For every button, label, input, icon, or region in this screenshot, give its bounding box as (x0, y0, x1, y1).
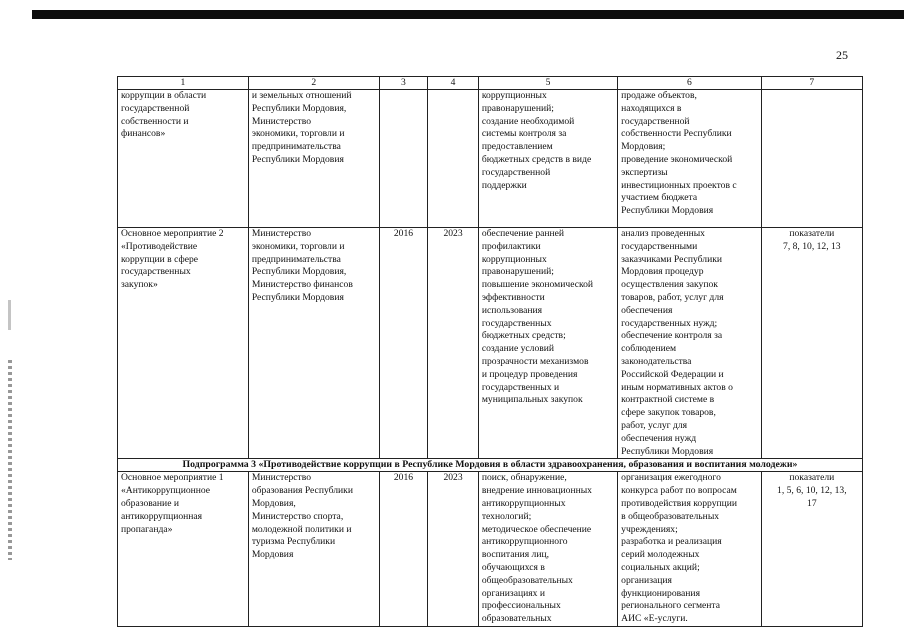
main-directions-cell: организация ежегодного конкурса работ по вопросам противодействия коррупции в общеобразовательных учреждениях; разработка и реализация серий молодежных социальных акций; организация функционирования регионального сегмента АИС «Е-услуги. (618, 472, 762, 627)
indicators-cell: показатели 7, 8, 10, 12, 13 (761, 228, 862, 459)
start-year-cell (379, 90, 428, 228)
expected-result-cell: поиск, обнаружение, внедрение инновационных антикоррупционных технологий; методическое обеспечение антикоррупционного воспитания лиц, обучающихся в общеобразовательных организациях и профессиональных образовательных (478, 472, 617, 627)
end-year-cell: 2023 (428, 228, 479, 459)
start-year-cell: 2016 (379, 228, 428, 459)
page-number: 25 (836, 48, 848, 62)
measure-name-cell: Основное мероприятие 2 «Противодействие коррупции в сфере государственных закупок» (118, 228, 249, 459)
end-year-cell: 2023 (428, 472, 479, 627)
scan-binding-mark (8, 300, 11, 330)
table-row (118, 472, 863, 627)
header-cell: 7 (761, 77, 862, 90)
header-cell: 3 (379, 77, 428, 90)
measure-name-cell: коррупции в области государственной собственности и финансов» (118, 90, 249, 228)
executor-cell: и земельных отношений Республики Мордовия, Министерство экономики, торговли и предпринимательства Республики Мордовия (248, 90, 379, 228)
main-directions-cell: продаже объектов, находящихся в государственной собственности Республики Мордовия; проведение экономической экспертизы инвестиционных проектов с участием бюджета Республики Мордовия (618, 90, 762, 228)
subprogram-row (118, 459, 863, 472)
header-cell: 4 (428, 77, 479, 90)
start-year-cell: 2016 (379, 472, 428, 627)
measure-name-cell: Основное мероприятие 1 «Антикоррупционное образование и антикоррупционная пропаганда» (118, 472, 249, 627)
executor-cell: Министерство экономики, торговли и предпринимательства Республики Мордовия, Министерство финансов Республики Мордовия (248, 228, 379, 459)
expected-result-cell: коррупционных правонарушений; создание необходимой системы контроля за предоставлением бюджетных средств в виде государственной поддержки (478, 90, 617, 228)
header-cell: 5 (478, 77, 617, 90)
subprogram-title: Подпрограмма 3 «Противодействие коррупции в Республике Мордовия в области здравоохранения, образования и воспитания молодежи» (118, 459, 863, 472)
header-cell: 1 (118, 77, 249, 90)
table-row (118, 90, 863, 228)
table-header-row (118, 77, 863, 90)
measures-table (117, 76, 863, 627)
header-cell: 6 (618, 77, 762, 90)
scan-binding-marks (8, 360, 12, 560)
header-cell: 2 (248, 77, 379, 90)
table-row (118, 228, 863, 459)
indicators-cell (761, 90, 862, 228)
executor-cell: Министерство образования Республики Мордовия, Министерство спорта, молодежной политики и туризма Республики Мордовия (248, 472, 379, 627)
top-scan-border (32, 10, 904, 19)
indicators-cell: показатели 1, 5, 6, 10, 12, 13, 17 (761, 472, 862, 627)
end-year-cell (428, 90, 479, 228)
main-directions-cell: анализ проведенных государственными заказчиками Республики Мордовия процедур осуществления закупок товаров, работ, услуг для обеспечения государственных нужд; обеспечение контроля за соблюдением законодательства Российской Федерации и иным нормативных актов о контрактной системе в сфере закупок товаров, работ, услуг для обеспечения нужд Республики Мордовия (618, 228, 762, 459)
expected-result-cell: обеспечение ранней профилактики коррупционных правонарушений; повышение экономической эффективности использования государственных бюджетных средств; создание условий прозрачности механизмов и процедур проведения государственных и муниципальных закупок (478, 228, 617, 459)
